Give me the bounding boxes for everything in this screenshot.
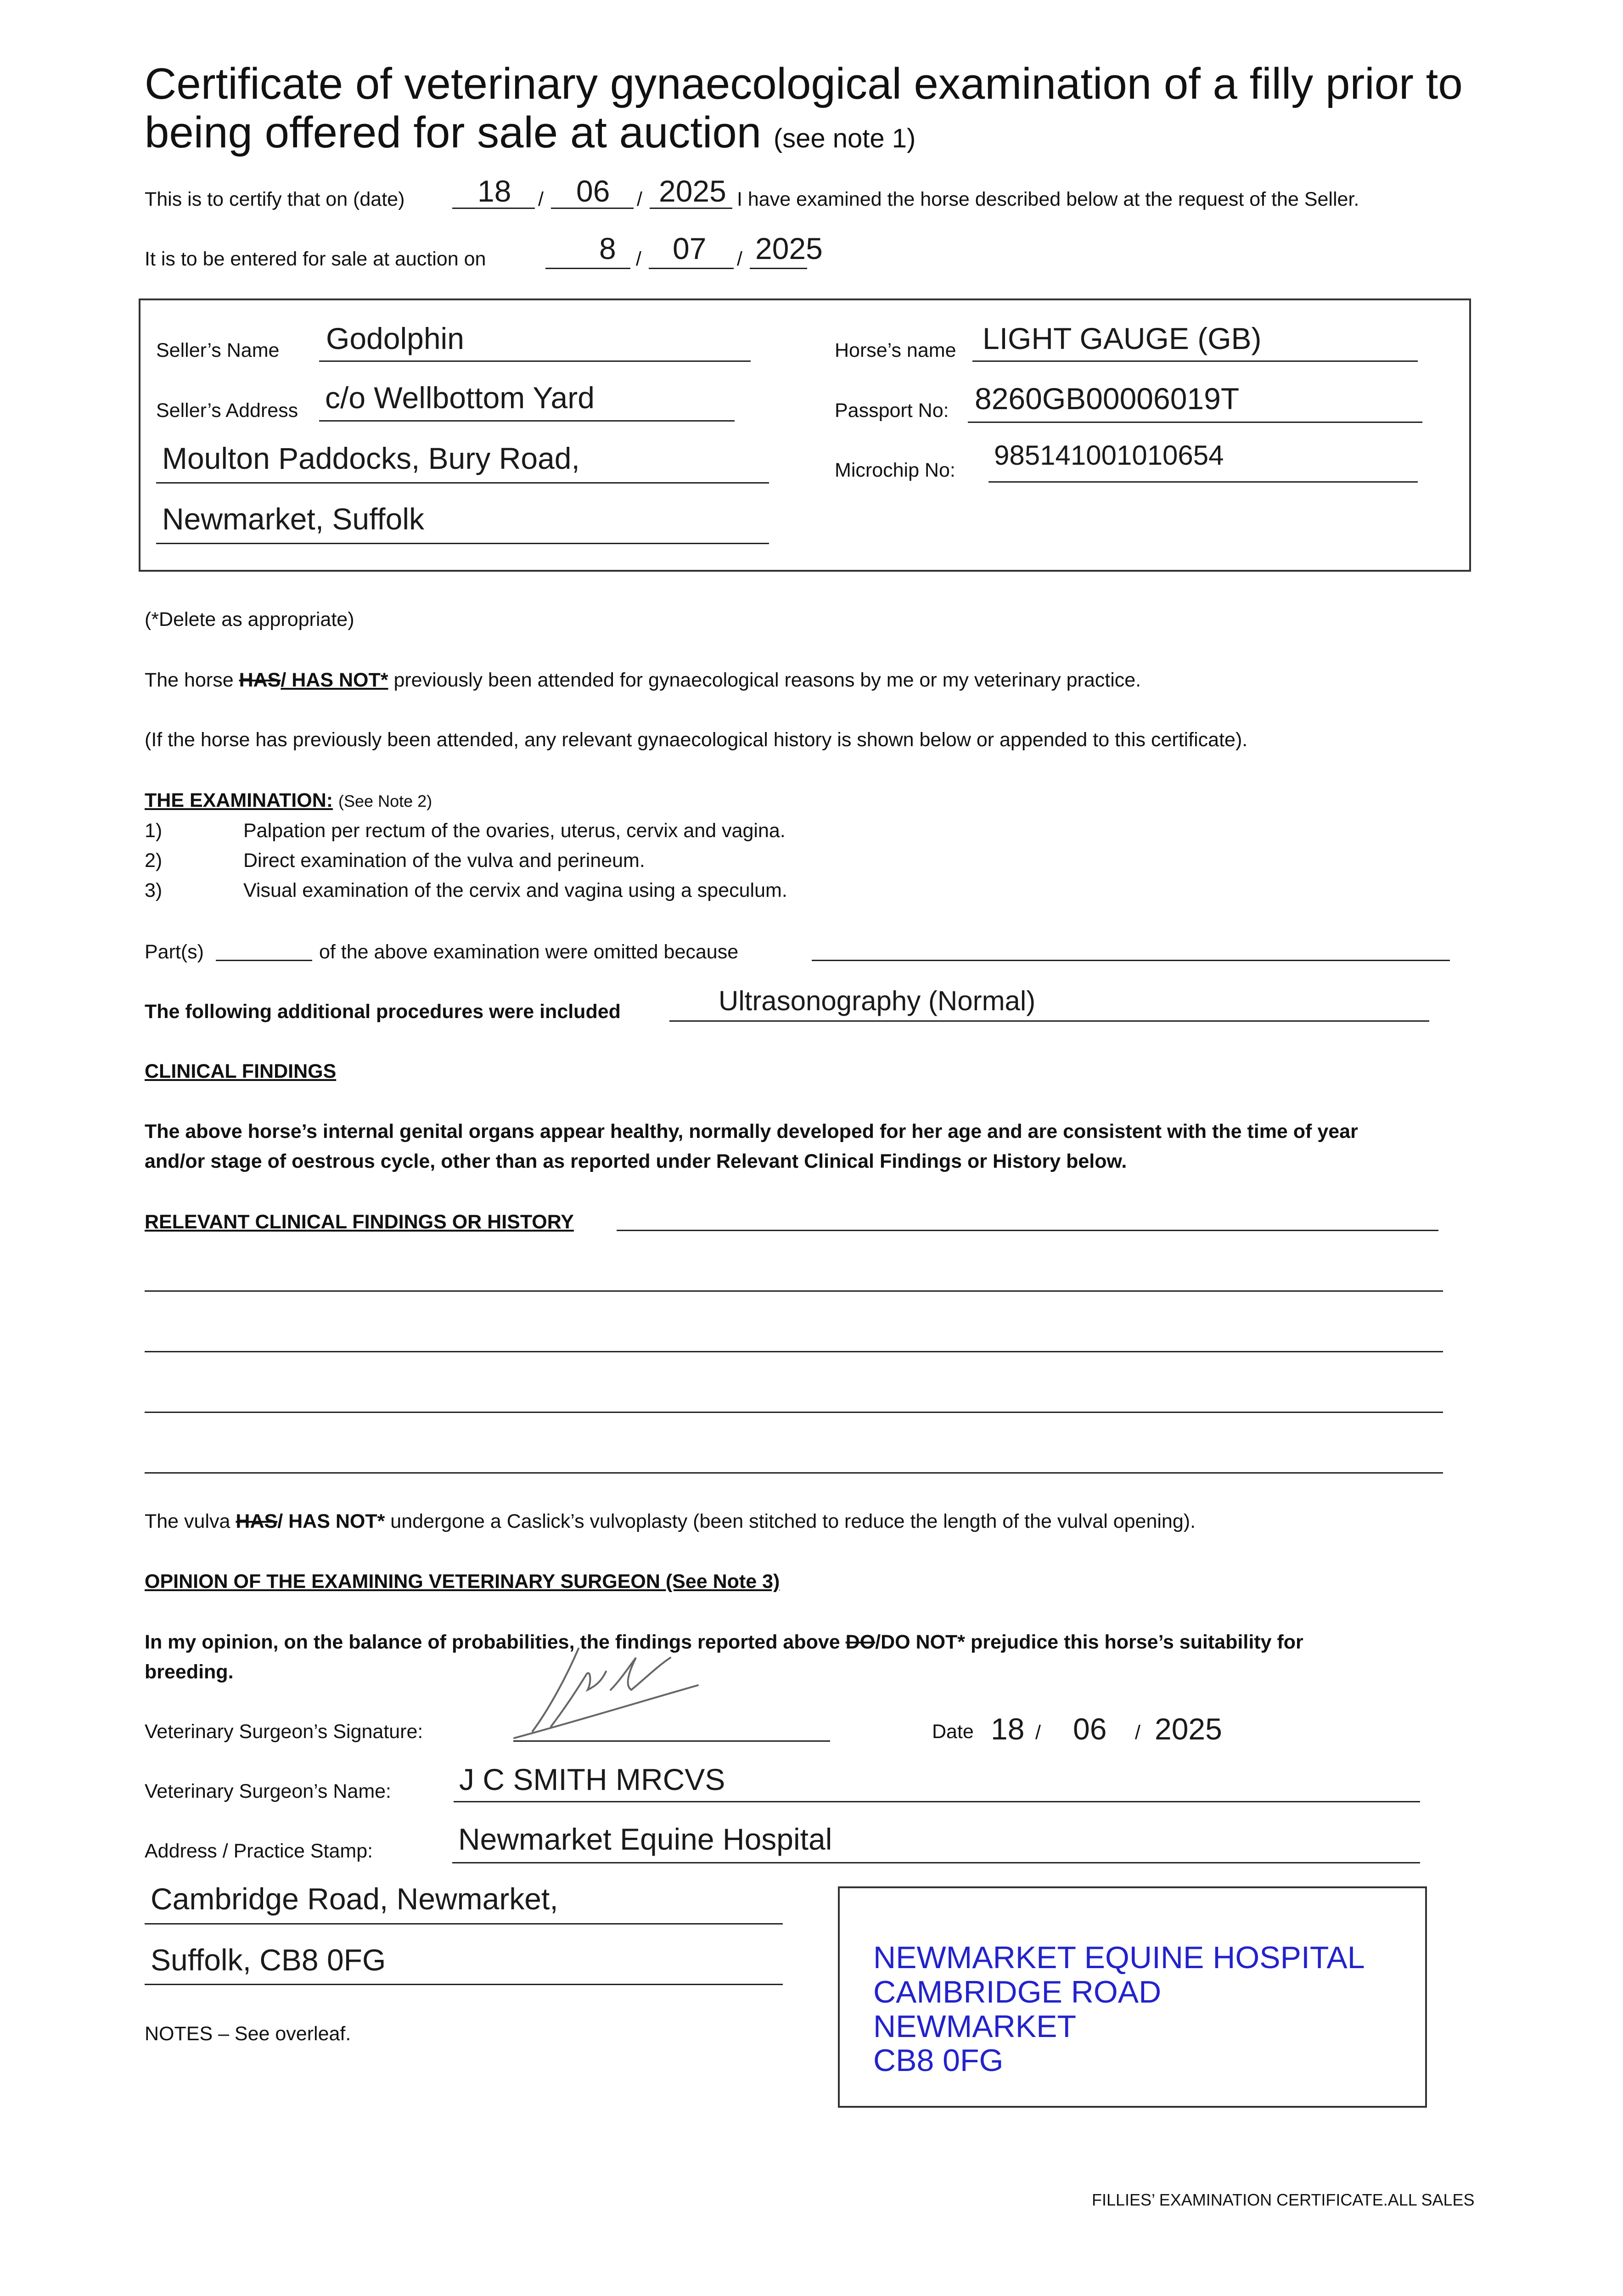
certify-suffix: I have examined the horse described below at the request of the Seller. <box>737 188 1359 210</box>
opinion-heading: OPINION OF THE EXAMINING VETERINARY SURGEON (See Note 3) <box>145 1570 780 1593</box>
omitted-middle: of the above examination were omitted because <box>319 941 739 963</box>
date-label: Date <box>932 1721 974 1743</box>
attended-option: / HAS NOT* <box>281 669 388 691</box>
vulva-struck: HAS <box>236 1510 278 1532</box>
seller-address-label: Seller’s Address <box>156 400 298 422</box>
horse-name: LIGHT GAUGE (GB) <box>983 321 1262 355</box>
signature-label: Veterinary Surgeon’s Signature: <box>145 1721 423 1743</box>
vet-name-label: Veterinary Surgeon’s Name: <box>145 1780 391 1802</box>
seller-address-3: Newmarket, Suffolk <box>162 502 424 536</box>
vet-address-3: Suffolk, CB8 0FG <box>151 1943 386 1977</box>
vet-name: J C SMITH MRCVS <box>459 1762 725 1796</box>
vet-date-month: 06 <box>1073 1712 1107 1746</box>
notes: NOTES – See overleaf. <box>145 2023 351 2045</box>
exam-item-text: Direct examination of the vulva and perineum. <box>243 850 645 872</box>
opinion-text-2: breeding. <box>145 1661 234 1683</box>
seller-address-1: c/o Wellbottom Yard <box>325 381 595 415</box>
seller-name: Godolphin <box>326 321 464 355</box>
clinical-text-2: and/or stage of oestrous cycle, other than as reported under Relevant Clinical Findings or History below. <box>145 1150 1127 1172</box>
certify-day: 18 <box>477 174 511 208</box>
vet-date-day: 18 <box>991 1712 1025 1746</box>
signature-mark <box>505 1639 707 1745</box>
exam-item-num: 3) <box>145 879 163 901</box>
delete-note: (*Delete as appropriate) <box>145 608 354 630</box>
history-note: (If the horse has previously been attended, any relevant gynaecological history is shown below or appended to this certificate). <box>145 729 1248 751</box>
title-line-2: being offered for sale at auction (see note 1) <box>145 107 916 157</box>
vet-date-year: 2025 <box>1155 1712 1222 1746</box>
vulva-line: The vulva HAS/ HAS NOT* undergone a Caslick’s vulvoplasty (been stitched to reduce the length of the vulval opening). <box>145 1510 1196 1532</box>
microchip-label: Microchip No: <box>835 459 955 481</box>
additional-label: The following additional procedures were included <box>145 1001 621 1023</box>
auction-prefix: It is to be entered for sale at auction on <box>145 248 486 270</box>
title-line-1: Certificate of veterinary gynaecological examination of a filly prior to <box>145 59 1463 108</box>
exam-item-text: Palpation per rectum of the ovaries, uterus, cervix and vagina. <box>243 820 786 842</box>
vet-address-2: Cambridge Road, Newmarket, <box>151 1882 558 1916</box>
seller-address-2: Moulton Paddocks, Bury Road, <box>162 441 580 475</box>
page-title <box>145 60 1463 157</box>
auction-day: 8 <box>599 231 616 265</box>
certify-prefix: This is to certify that on (date) <box>145 188 405 210</box>
exam-item-text: Visual examination of the cervix and vagina using a speculum. <box>243 879 787 901</box>
horse-name-label: Horse’s name <box>835 339 956 361</box>
seller-name-label: Seller’s Name <box>156 339 280 361</box>
opinion-text-1: In my opinion, on the balance of probabilities, the findings reported above DO/DO NOT* prejudice this horse’s suitability for <box>145 1631 1303 1653</box>
attended-struck: HAS <box>239 669 281 691</box>
omitted-prefix: Part(s) <box>145 941 204 963</box>
certify-year: 2025 <box>659 174 726 208</box>
additional-value: Ultrasonography (Normal) <box>719 985 1036 1016</box>
exam-item-num: 2) <box>145 850 163 872</box>
attended-line: The horse HAS/ HAS NOT* previously been attended for gynaecological reasons by me or my veterinary practice. <box>145 669 1141 691</box>
auction-year: 2025 <box>755 231 823 265</box>
vulva-option: / HAS NOT* <box>277 1510 385 1532</box>
exam-item-num: 1) <box>145 820 163 842</box>
practice-stamp: NEWMARKET EQUINE HOSPITAL CAMBRIDGE ROAD NEWMARKET CB8 0FG <box>873 1940 1365 2078</box>
auction-month: 07 <box>673 231 707 265</box>
title-note: (see note 1) <box>773 123 916 153</box>
exam-heading: THE EXAMINATION: (See Note 2) <box>145 789 432 811</box>
certify-month: 06 <box>576 174 610 208</box>
clinical-heading: CLINICAL FINDINGS <box>145 1060 337 1082</box>
opinion-struck: DO <box>845 1631 876 1653</box>
clinical-text-1: The above horse’s internal genital organs appear healthy, normally developed for her age and are consistent with the time of year <box>145 1120 1358 1142</box>
footer: FILLIES’ EXAMINATION CERTIFICATE.ALL SALES <box>1092 2190 1475 2209</box>
passport-label: Passport No: <box>835 400 949 422</box>
relevant-heading: RELEVANT CLINICAL FINDINGS OR HISTORY <box>145 1211 574 1233</box>
passport-number: 8260GB00006019T <box>975 382 1240 416</box>
vet-address-label: Address / Practice Stamp: <box>145 1840 373 1862</box>
microchip-number: 985141001010654 <box>994 440 1224 471</box>
vet-address-1: Newmarket Equine Hospital <box>458 1822 832 1856</box>
